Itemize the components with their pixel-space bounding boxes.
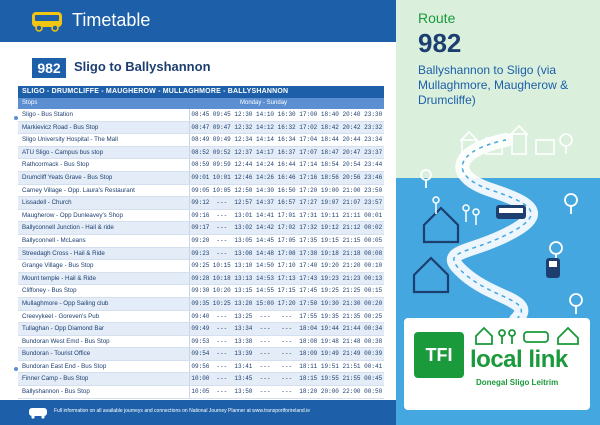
stop-name: Carney Village - Opp. Laura's Restaurant: [18, 184, 189, 197]
stop-name: Bundoran West Emd - Bus Stop: [18, 335, 189, 348]
departure-time: ---: [211, 197, 233, 210]
departure-time: 14:42: [254, 222, 276, 235]
stop-name: Finner Camp - Bus Stop: [18, 373, 189, 386]
stop-name: Ballyshannon - Bus Stop: [18, 386, 189, 399]
departure-time: 20:40: [341, 109, 363, 121]
departure-time: 21:11: [341, 209, 363, 222]
departure-time: 10:25: [211, 297, 233, 310]
departure-time: 00:25: [362, 310, 384, 323]
departure-time: 17:31: [297, 209, 319, 222]
departure-time: 17:00: [297, 109, 319, 121]
departure-time: 09:59: [211, 159, 233, 172]
start-marker: [14, 116, 18, 120]
stop-name: Bundoran East End - Bus Stop: [18, 360, 189, 373]
departure-time: 10:01: [211, 171, 233, 184]
departure-time: 14:14: [254, 134, 276, 147]
departure-time: 17:02: [276, 222, 298, 235]
departure-time: 13:41: [233, 360, 255, 373]
departure-time: 21:20: [341, 260, 363, 273]
departure-time: 13:15: [233, 285, 255, 298]
departure-time: 21:30: [341, 297, 363, 310]
departure-time: 14:24: [254, 159, 276, 172]
departure-time: 12:44: [233, 159, 255, 172]
departure-time: 14:10: [254, 109, 276, 121]
brand-name: local link: [470, 346, 568, 373]
departure-time: 19:25: [319, 285, 341, 298]
departure-time: 00:01: [362, 209, 384, 222]
departure-time: 12:46: [233, 171, 255, 184]
table-row: [18, 171, 384, 184]
person-icon: [433, 197, 479, 225]
departure-time: 13:34: [233, 323, 255, 336]
departure-time: 19:51: [319, 360, 341, 373]
stop-name: Mullaghmore - Opp Sailing club: [18, 297, 189, 310]
departure-time: 00:45: [362, 373, 384, 386]
departure-time: 09:52: [211, 146, 233, 159]
brand-card: [404, 318, 590, 410]
departure-time: ---: [254, 335, 276, 348]
table-row: [18, 209, 384, 222]
departure-time: 14:41: [254, 209, 276, 222]
departure-time: 12:37: [233, 146, 255, 159]
departure-time: 23:44: [362, 159, 384, 172]
departure-time: ---: [254, 323, 276, 336]
departure-time: 15:00: [254, 297, 276, 310]
table-row: [18, 272, 384, 285]
departure-time: 09:49: [211, 134, 233, 147]
stop-name: Sligo - Bus Station: [18, 109, 189, 121]
table-row: [18, 222, 384, 235]
departure-time: 09:49: [189, 323, 211, 336]
departure-time: 19:07: [319, 197, 341, 210]
table-row: [18, 360, 384, 373]
departure-time: 21:44: [341, 323, 363, 336]
stop-name: ATU Sligo - Campus bus stop: [18, 146, 189, 159]
departure-time: ---: [211, 310, 233, 323]
departure-time: 12:50: [233, 184, 255, 197]
departure-time: 21:51: [341, 360, 363, 373]
table-row: [18, 285, 384, 298]
route-number-badge: 982: [32, 58, 66, 78]
departure-time: 00:13: [362, 272, 384, 285]
table-row: [18, 184, 384, 197]
departure-time: 13:13: [233, 272, 255, 285]
house-icon: [414, 208, 458, 292]
table-row: [18, 134, 384, 147]
departure-time: ---: [276, 348, 298, 361]
departure-time: 08:49: [189, 134, 211, 147]
departure-time: 21:23: [341, 272, 363, 285]
departure-time: 23:57: [362, 197, 384, 210]
stop-name: Drumcliff Yeats Grave - Bus Stop: [18, 171, 189, 184]
departure-time: ---: [276, 360, 298, 373]
departure-time: 14:45: [254, 234, 276, 247]
departure-time: 13:50: [233, 386, 255, 399]
departure-time: ---: [276, 335, 298, 348]
route-description: Ballyshannon to Sligo (via Mullaghmore, Maugherow & Drumcliffe): [418, 63, 569, 107]
departure-time: 00:10: [362, 260, 384, 273]
departure-time: 17:08: [276, 247, 298, 260]
departure-time: 00:08: [362, 247, 384, 260]
departure-time: 14:26: [254, 171, 276, 184]
departure-time: 09:16: [189, 209, 211, 222]
table-row: [18, 247, 384, 260]
departure-time: 16:34: [276, 134, 298, 147]
table-row: [18, 121, 384, 134]
departure-time: 10:20: [211, 285, 233, 298]
departure-time: 21:25: [341, 285, 363, 298]
footer-bus-icon: [28, 407, 48, 419]
departure-time: 14:48: [254, 247, 276, 260]
brand-region: Donegal Sligo Leitrim: [476, 378, 559, 387]
departure-time: 21:55: [341, 373, 363, 386]
brand-icons: [472, 324, 582, 346]
stop-name: Ballyconnell - McLeans: [18, 234, 189, 247]
departure-time: 19:30: [319, 297, 341, 310]
departure-time: 09:56: [189, 360, 211, 373]
stops-column-label: Stops: [22, 100, 38, 106]
departure-time: 00:50: [362, 386, 384, 399]
departure-time: 23:46: [362, 171, 384, 184]
departure-time: 19:55: [319, 373, 341, 386]
departure-time: 23:37: [362, 146, 384, 159]
departure-time: 12:34: [233, 134, 255, 147]
departure-time: 12:57: [233, 197, 255, 210]
departure-time: 17:45: [297, 285, 319, 298]
days-column-label: Monday - Sunday: [240, 100, 288, 106]
departure-time: 20:00: [319, 386, 341, 399]
departure-time: 09:30: [189, 285, 211, 298]
stop-name: Streedagh Cross - Hail & Ride: [18, 247, 189, 260]
departure-time: 16:46: [276, 171, 298, 184]
departure-time: 13:20: [233, 297, 255, 310]
stop-name: Bundoran - Tourist Office: [18, 348, 189, 361]
stop-name: Mount temple - Hail & Ride: [18, 272, 189, 285]
departure-time: 10:05: [189, 386, 211, 399]
departure-time: ---: [211, 247, 233, 260]
table-row: [18, 348, 384, 361]
departure-time: 19:00: [319, 184, 341, 197]
departure-time: 20:42: [341, 121, 363, 134]
departure-time: 09:17: [189, 222, 211, 235]
table-row: [18, 297, 384, 310]
stop-name: Tullaghan - Opp Diamond Bar: [18, 323, 189, 336]
departure-time: 18:47: [319, 146, 341, 159]
stop-name: Ballyconnell Junction - Hail & ride: [18, 222, 189, 235]
departure-time: ---: [211, 348, 233, 361]
departure-time: 16:50: [276, 184, 298, 197]
departure-time: 18:42: [319, 121, 341, 134]
departure-time: 14:50: [254, 260, 276, 273]
departure-time: 13:25: [233, 310, 255, 323]
stop-name: Markievicz Road - Bus Stop: [18, 121, 189, 134]
departure-time: 19:15: [319, 234, 341, 247]
departure-time: 13:08: [233, 247, 255, 260]
stop-name: Maugherow - Opp Dunleavey's Shop: [18, 209, 189, 222]
departure-time: 13:02: [233, 222, 255, 235]
departure-time: 17:10: [276, 260, 298, 273]
departure-time: ---: [211, 222, 233, 235]
stop-name: Creevykeel - Goreven's Pub: [18, 310, 189, 323]
page-title: Timetable: [72, 10, 151, 30]
departure-time: 16:37: [276, 146, 298, 159]
departure-time: 16:44: [276, 159, 298, 172]
table-row: [18, 373, 384, 386]
departure-time: 09:53: [189, 335, 211, 348]
departure-time: ---: [211, 360, 233, 373]
section-title: SLIGO - DRUMCLIFFE - MAUGHEROW - MULLAGHMORE - BALLYSHANNON: [18, 86, 384, 98]
stop-name: Cliffoney - Bus Stop: [18, 285, 189, 298]
departure-time: 10:15: [211, 260, 233, 273]
departure-time: 18:44: [319, 134, 341, 147]
departure-time: 23:32: [362, 121, 384, 134]
departure-time: 19:44: [319, 323, 341, 336]
route-name: Sligo to Ballyshannon: [74, 59, 211, 74]
departure-time: 13:45: [233, 373, 255, 386]
departure-time: 14:55: [254, 285, 276, 298]
departure-time: 09:01: [189, 171, 211, 184]
departure-time: 19:48: [319, 335, 341, 348]
departure-time: 23:34: [362, 134, 384, 147]
departure-time: 17:32: [297, 222, 319, 235]
departure-time: 10:00: [189, 373, 211, 386]
departure-time: 14:53: [254, 272, 276, 285]
departure-time: 00:15: [362, 285, 384, 298]
departure-time: 14:37: [254, 197, 276, 210]
departure-time: 19:23: [319, 272, 341, 285]
departure-time: 13:38: [233, 335, 255, 348]
departure-time: 00:05: [362, 234, 384, 247]
departure-time: 00:38: [362, 335, 384, 348]
departure-time: 17:02: [297, 121, 319, 134]
departure-time: 21:35: [341, 310, 363, 323]
departure-time: 19:49: [319, 348, 341, 361]
departure-time: 00:34: [362, 323, 384, 336]
departure-time: ---: [254, 310, 276, 323]
timetable-body: [18, 109, 384, 399]
departure-time: 22:00: [341, 386, 363, 399]
departure-time: 08:59: [189, 159, 211, 172]
departure-time: 17:05: [276, 234, 298, 247]
departure-time: 18:11: [297, 360, 319, 373]
departure-time: 09:20: [189, 234, 211, 247]
departure-time: 17:20: [276, 297, 298, 310]
stop-name: Rathcormack - Bus Stop: [18, 159, 189, 172]
departure-time: 21:07: [341, 197, 363, 210]
departure-time: 14:12: [254, 121, 276, 134]
departure-time: ---: [254, 373, 276, 386]
departure-time: ---: [211, 234, 233, 247]
departure-time: 21:15: [341, 234, 363, 247]
departure-time: 18:15: [297, 373, 319, 386]
departure-time: 16:57: [276, 197, 298, 210]
departure-time: 00:41: [362, 360, 384, 373]
departure-time: ---: [254, 348, 276, 361]
departure-time: 21:48: [341, 335, 363, 348]
departure-time: 19:20: [319, 260, 341, 273]
departure-time: 20:47: [341, 146, 363, 159]
stop-name: Sligo University Hospital - The Mall: [18, 134, 189, 147]
departure-time: 12:32: [233, 121, 255, 134]
departure-time: 17:38: [297, 247, 319, 260]
departure-time: ---: [276, 310, 298, 323]
departure-time: 09:54: [189, 348, 211, 361]
timetable: [18, 86, 384, 399]
departure-time: 16:30: [276, 109, 298, 121]
departure-time: 19:12: [319, 222, 341, 235]
departure-time: 08:52: [189, 146, 211, 159]
departure-time: 17:55: [297, 310, 319, 323]
departure-time: 17:01: [276, 209, 298, 222]
departure-time: 18:40: [319, 109, 341, 121]
departure-time: 13:01: [233, 209, 255, 222]
departure-time: 17:50: [297, 297, 319, 310]
departure-time: 13:10: [233, 260, 255, 273]
column-header: [18, 98, 384, 109]
departure-time: ---: [211, 335, 233, 348]
footer-info: Full information on all available journeys and connections on National Journey Planner at www.transportforireland.ie: [54, 408, 310, 414]
departure-time: 17:04: [297, 134, 319, 147]
departure-time: 14:17: [254, 146, 276, 159]
departure-time: 17:13: [276, 272, 298, 285]
route-label: Route: [418, 10, 456, 26]
departure-time: ---: [211, 386, 233, 399]
departure-time: 20:54: [341, 159, 363, 172]
table-row: [18, 109, 384, 121]
departure-time: ---: [276, 373, 298, 386]
departure-time: 18:08: [297, 335, 319, 348]
departure-time: 17:40: [297, 260, 319, 273]
departure-time: ---: [211, 323, 233, 336]
departure-time: 17:15: [276, 285, 298, 298]
departure-time: 18:54: [319, 159, 341, 172]
departure-time: 09:45: [211, 109, 233, 121]
departure-time: 18:09: [297, 348, 319, 361]
departure-time: 13:05: [233, 234, 255, 247]
departure-time: 00:02: [362, 222, 384, 235]
departure-time: 10:05: [211, 184, 233, 197]
table-row: [18, 323, 384, 336]
departure-time: 08:45: [189, 109, 211, 121]
departure-time: ---: [211, 373, 233, 386]
departure-time: ---: [276, 386, 298, 399]
bus-icon: [30, 10, 64, 32]
departure-time: 19:18: [319, 247, 341, 260]
stop-name: Lissadell - Church: [18, 197, 189, 210]
departure-time: 17:27: [297, 197, 319, 210]
departure-time: 17:20: [297, 184, 319, 197]
departure-time: 12:30: [233, 109, 255, 121]
departure-time: 20:56: [341, 171, 363, 184]
table-row: [18, 310, 384, 323]
stop-name: Grange Village - Bus Stop: [18, 260, 189, 273]
departure-time: 17:07: [297, 146, 319, 159]
departure-time: 16:32: [276, 121, 298, 134]
table-row: [18, 234, 384, 247]
table-row: [18, 260, 384, 273]
table-row: [18, 335, 384, 348]
departure-time: 08:47: [189, 121, 211, 134]
departure-time: 09:23: [189, 247, 211, 260]
departure-time: 17:16: [297, 171, 319, 184]
departure-time: 18:20: [297, 386, 319, 399]
table-row: [18, 159, 384, 172]
departure-time: 09:35: [189, 297, 211, 310]
departure-time: 09:28: [189, 272, 211, 285]
departure-time: 09:12: [189, 197, 211, 210]
departure-time: 17:14: [297, 159, 319, 172]
departure-time: 19:35: [319, 310, 341, 323]
departure-time: ---: [254, 386, 276, 399]
departure-time: 23:30: [362, 109, 384, 121]
departure-time: 00:39: [362, 348, 384, 361]
departure-time: ---: [211, 209, 233, 222]
departure-time: 18:04: [297, 323, 319, 336]
header-bar: [0, 0, 396, 42]
departure-time: 20:44: [341, 134, 363, 147]
departure-time: 21:12: [341, 222, 363, 235]
route-number: 982: [418, 28, 462, 58]
departure-time: 23:50: [362, 184, 384, 197]
departure-time: 09:47: [211, 121, 233, 134]
departure-time: 09:40: [189, 310, 211, 323]
departure-time: ---: [276, 323, 298, 336]
departure-time: 18:56: [319, 171, 341, 184]
table-row: [18, 386, 384, 399]
departure-time: 09:25: [189, 260, 211, 273]
departure-time: 21:18: [341, 247, 363, 260]
footer-bar: [0, 400, 396, 425]
departure-time: 09:05: [189, 184, 211, 197]
end-marker: [14, 367, 18, 371]
departure-time: 17:43: [297, 272, 319, 285]
departure-time: 14:30: [254, 184, 276, 197]
departure-time: 00:20: [362, 297, 384, 310]
departure-time: 19:11: [319, 209, 341, 222]
departure-time: 13:39: [233, 348, 255, 361]
departure-time: 17:35: [297, 234, 319, 247]
departure-time: ---: [254, 360, 276, 373]
tfi-logo: TFI: [414, 332, 464, 378]
departure-time: 21:00: [341, 184, 363, 197]
departure-time: 10:18: [211, 272, 233, 285]
table-row: [18, 146, 384, 159]
table-row: [18, 197, 384, 210]
departure-time: 21:49: [341, 348, 363, 361]
